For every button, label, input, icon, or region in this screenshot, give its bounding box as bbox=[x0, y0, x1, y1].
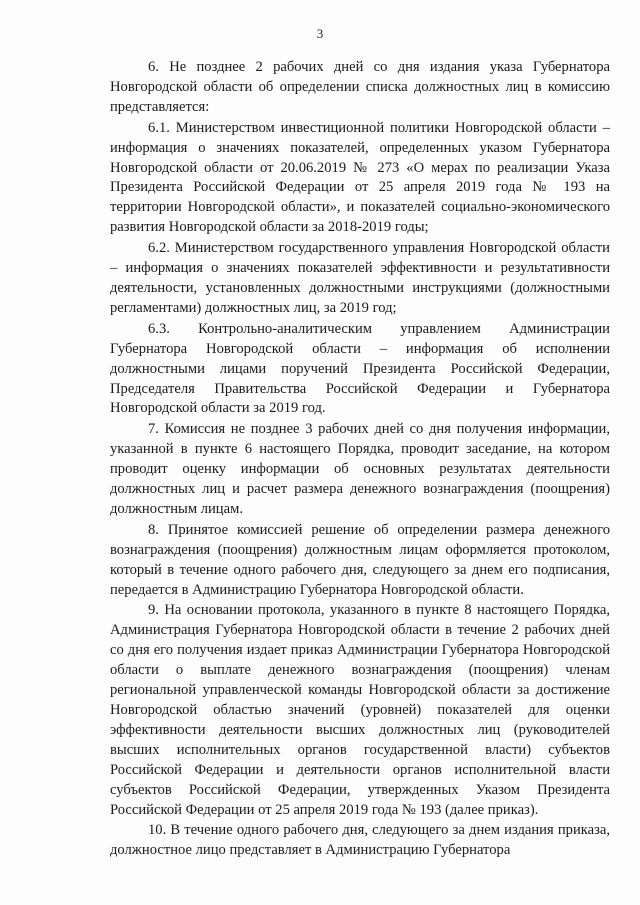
paragraph-10: 10. В течение одного рабочего дня, следующего за днем издания приказа, должностное лицо представляет в Администрацию Губернатора bbox=[110, 822, 610, 859]
paragraph-6: 6. Не позднее 2 рабочих дней со дня издания указа Губернатора Новгородской области об определении списка должностных лиц в комиссию представляется: bbox=[110, 59, 610, 115]
paragraph-6-3: 6.3. Контрольно-аналитическим управлением Администрации Губернатора Новгородской области – информация об исполнении должностными лицами поручений Президента Российской Федерации, Председателя Правительства Российской Федерации и Губернатора Новгородской области за 2019 год. bbox=[110, 320, 610, 417]
document-body bbox=[110, 58, 610, 862]
paragraph-6-2: 6.2. Министерством государственного управления Новгородской области – информация о значениях показателей эффективности и результативности деятельности, установленных должностными инструкциями (должностными регламентами) должностных лиц, за 2019 год; bbox=[110, 240, 610, 316]
page-number: 3 bbox=[316, 26, 324, 41]
paragraph-6-1: 6.1. Министерством инвестиционной политики Новгородской области – информация о значениях показателей, определенных указом Губернатора Новгородской области от 20.06.2019 № 273 «О мерах по реализации Указа Президента Российской Федерации от 25 апреля 2019 года № 193 на территории Новгородской области», и показателей социально-экономического развития Новгородской области за 2018-2019 годы; bbox=[110, 119, 610, 236]
paragraph-7: 7. Комиссия не позднее 3 рабочих дней со дня получения информации, указанной в пункте 6 настоящего Порядка, проводит заседание, на котором проводит оценку информации об основных результатах деятельности должностных лиц и расчет размера денежного вознаграждения (поощрения) должностным лицам. bbox=[110, 421, 610, 517]
paragraph-9: 9. На основании протокола, указанного в пункте 8 настоящего Порядка, Администрация Губернатора Новгородской области в течение 2 рабочих дней со дня его получения издает приказ Администрации Губернатора Новгородской области о выплате денежного вознаграждения (поощрения) членам региональной управленческой команды Новгородской области за достижение Новгородской областью значений (уровней) показателей для оценки эффективности деятельности высших должностных лиц (руководителей высших исполнительных органов государственной власти) субъектов Российской Федерации и деятельности органов исполнительной власти субъектов Российской Федерации, утвержденных Указом Президента Российской Федерации от 25 апреля 2019 года № 193 (далее приказ). bbox=[110, 602, 610, 818]
paragraph-8: 8. Принятое комиссией решение об определении размера денежного вознаграждения (поощрения) должностным лицам оформляется протоколом, который в течение одного рабочего дня, следующего за днем его подписания, передается в Администрацию Губернатора Новгородской области. bbox=[110, 521, 610, 598]
